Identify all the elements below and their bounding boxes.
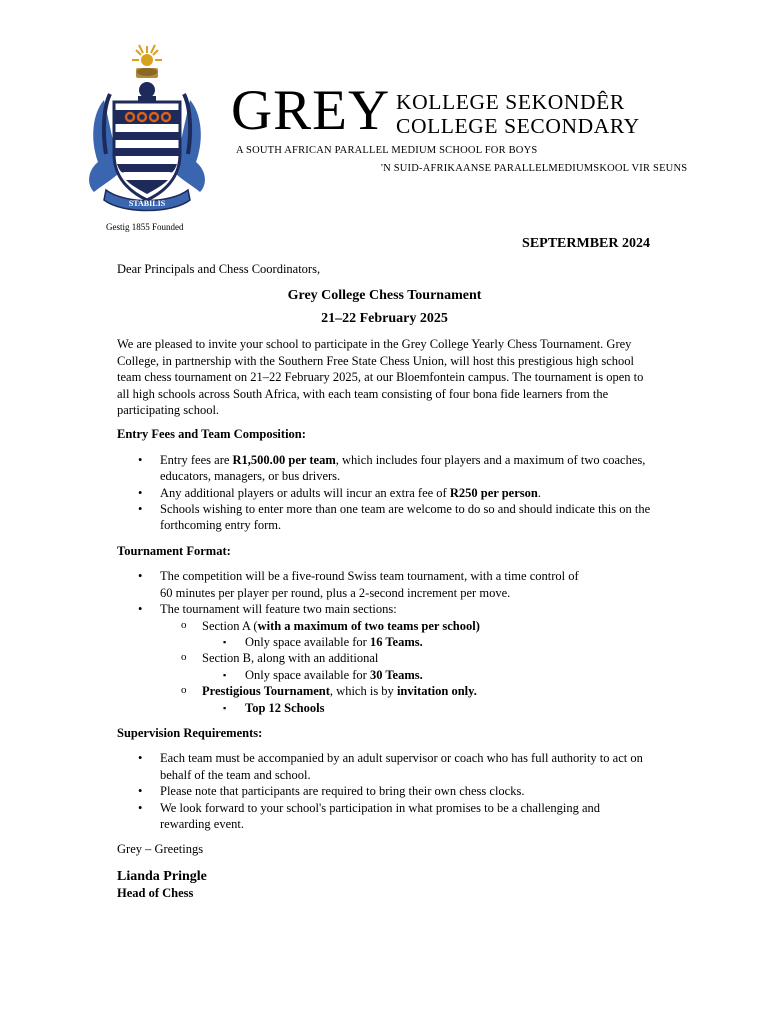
- intro-paragraph: We are pleased to invite your school to participate in the Grey College Yearly Chess Tournament. Grey College, in partnership with the Southern Free State Chess Union, will host this prestigious high school team chess tournament on 21–22 February 2025, at our Bloemfontein campus. The tournament is open to all high schools across South Africa, with each team consisting of four bona fide learners from the participating school.: [117, 337, 644, 418]
- crest-motto: STABILIS: [128, 199, 166, 208]
- signer-title: Head of Chess: [117, 885, 194, 900]
- section-b-capacity: ▪ Only space available for 30 Teams.: [245, 667, 652, 683]
- list-item: • Each team must be accompanied by an adult supervisor or coach who has full authority to act on behalf of the team and school.: [160, 750, 652, 783]
- prestigious-item: o Prestigious Tournament, which is by invitation only. ▪ Top 12 Schools: [202, 683, 652, 716]
- sections-list: [160, 618, 652, 716]
- supervision-list: [117, 750, 652, 832]
- entry-list: [117, 452, 652, 534]
- salutation: Dear Principals and Chess Coordinators,: [117, 262, 321, 276]
- list-item: • Any additional players or adults will incur an extra fee of R250 per person.: [160, 485, 652, 501]
- school-name-english: COLLEGE SECONDARY: [396, 114, 640, 138]
- list-item: • Schools wishing to enter more than one team are welcome to do so and should indicate this on the forthcoming entry form.: [160, 501, 652, 534]
- letter-date: SEPTERMBER 2024: [522, 236, 650, 251]
- list-item: • The tournament will feature two main sections: o Section A (with a maximum of two teams per school) ▪ Only space available for 16 Teams. o Section B, along with an additional ▪ Only space available for 30 Teams. o Prestigious Tournament, which is by invitation only. ▪ Top 12 Schools: [160, 601, 652, 716]
- list-item: • The competition will be a five-round Swiss team tournament, with a time control of 60 minutes per player per round, plus a 2-second increment per move.: [160, 568, 652, 601]
- format-list: [117, 568, 652, 716]
- school-name-logotype: GREY: [231, 79, 391, 142]
- signer-name: Lianda Pringle: [117, 868, 207, 884]
- format-heading: Tournament Format:: [117, 543, 231, 558]
- founded-caption: Gestig 1855 Founded: [106, 222, 184, 232]
- section-a-capacity: ▪ Only space available for 16 Teams.: [245, 634, 652, 650]
- entry-heading: Entry Fees and Team Composition:: [117, 427, 306, 442]
- letter-title: Grey College Chess Tournament: [287, 288, 482, 304]
- letter-subtitle: 21–22 February 2025: [321, 311, 448, 327]
- crest-sun: [132, 45, 162, 66]
- tagline-english: A SOUTH AFRICAN PARALLEL MEDIUM SCHOOL FOR BOYS: [236, 145, 538, 156]
- list-item: • Entry fees are R1,500.00 per team, which includes four players and a maximum of two coaches, educators, managers, or bus drivers.: [160, 452, 652, 485]
- section-b-item: o Section B, along with an additional ▪ Only space available for 30 Teams.: [202, 650, 652, 683]
- section-a-item: o Section A (with a maximum of two teams per school) ▪ Only space available for 16 Teams.: [202, 618, 652, 651]
- closing-greeting: Grey – Greetings: [117, 842, 204, 857]
- list-item: • We look forward to your school's participation in what promises to be a challenging and rewarding event.: [160, 800, 652, 833]
- list-item: • Please note that participants are required to bring their own chess clocks.: [160, 783, 652, 799]
- letter-body: [117, 261, 652, 901]
- tagline-afrikaans: 'N SUID-AFRIKAANSE PARALLELMEDIUMSKOOL VIR SEUNS: [381, 163, 688, 174]
- supervision-heading: Supervision Requirements:: [117, 725, 263, 740]
- prestigious-detail: ▪ Top 12 Schools: [245, 700, 652, 716]
- school-name-afrikaans: KOLLEGE SEKONDÊR: [396, 90, 625, 114]
- school-crest-icon: [84, 44, 210, 216]
